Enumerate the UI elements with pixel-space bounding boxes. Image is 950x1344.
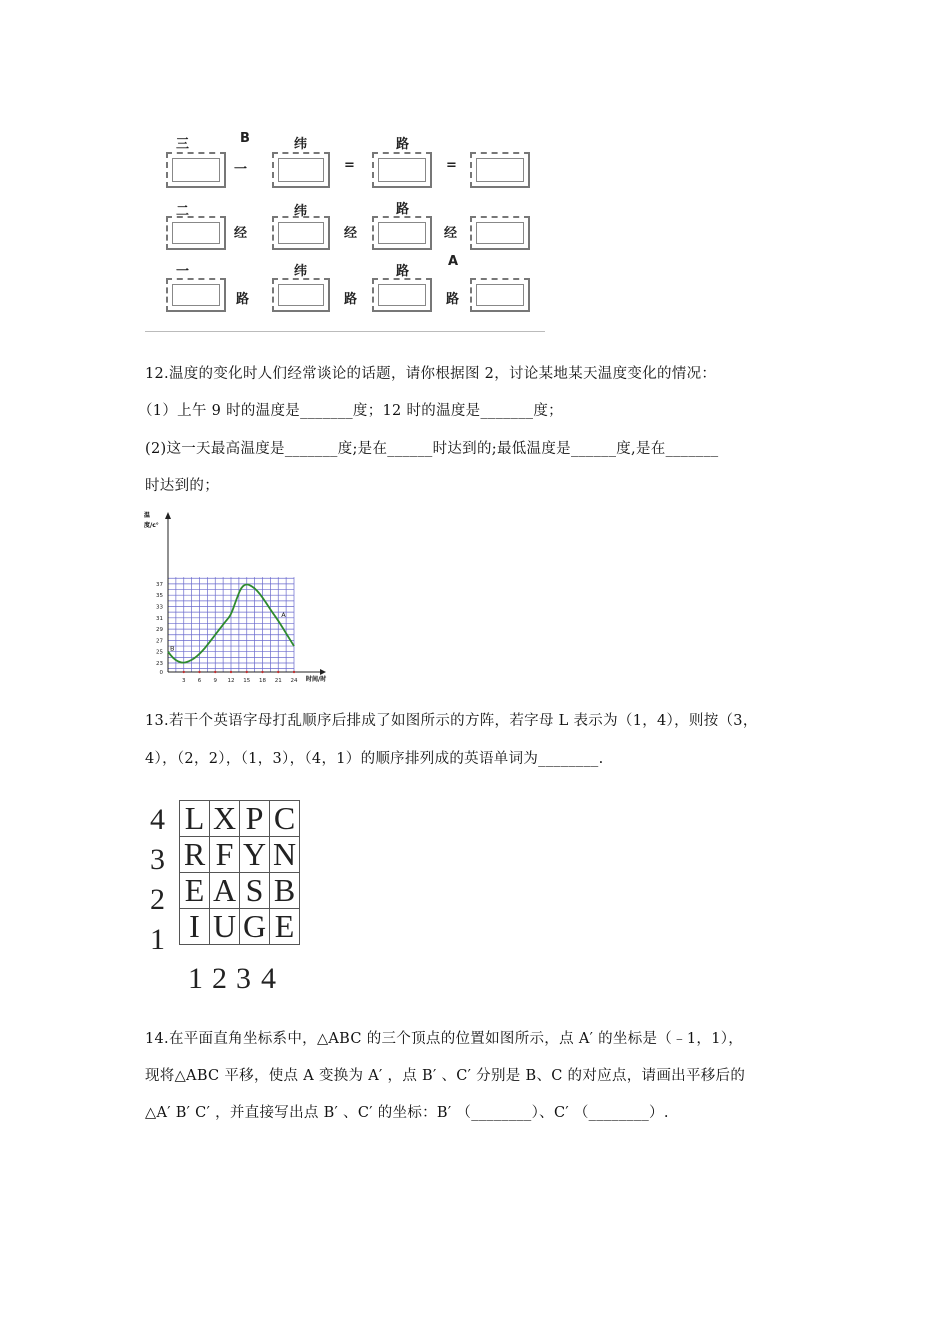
street-label: 纬 xyxy=(294,264,308,279)
street-label: 路 xyxy=(344,292,358,307)
street-label: 一 xyxy=(234,162,248,177)
grid-cell: G xyxy=(240,909,270,945)
x-axis-label: 时间/时 xyxy=(306,676,327,683)
y-tick-label: 33 xyxy=(156,604,163,611)
x-tick-label: 6 xyxy=(197,678,202,684)
q14-line1: 14.在平面直角坐标系中，△ABC 的三个顶点的位置如图所示，点 A′ 的坐标是（﹣1，1）， xyxy=(145,1031,744,1047)
q12-intro: 12.温度的变化时人们经常谈论的话题，请你根据图 2，讨论某地某天温度变化的情况： xyxy=(145,366,717,382)
street-block xyxy=(272,216,330,250)
grid-cell: R xyxy=(180,837,210,873)
street-label: 路 xyxy=(446,292,460,307)
x-tick-label: 3 xyxy=(182,678,186,684)
grid-row xyxy=(180,801,300,837)
y-axis-label-bottom: 度/c° xyxy=(144,522,159,529)
grid-row xyxy=(180,873,300,909)
x-tick-label: 18 xyxy=(259,678,266,684)
street-label: 纬 xyxy=(294,137,308,152)
row-label: 2 xyxy=(150,883,165,916)
street-label: 经 xyxy=(444,226,458,241)
y-tick-label: 37 xyxy=(156,581,163,588)
street-label: = xyxy=(344,158,355,173)
x-tick-mark xyxy=(246,671,248,673)
grid-cell: A xyxy=(210,873,240,909)
q12-line3: 时达到的； xyxy=(145,478,219,494)
grid-cell: Y xyxy=(240,837,270,873)
q12-line1: （1）上午 9 时的温度是_______度；12 时的温度是_______度； xyxy=(138,403,563,419)
x-tick-mark xyxy=(183,671,185,673)
y-tick-label: 0 xyxy=(159,670,163,676)
grid-cell: C xyxy=(270,801,300,837)
section-divider xyxy=(145,331,545,332)
y-axis-label-top: 温 xyxy=(144,512,151,519)
row-label: 3 xyxy=(150,843,165,876)
street-block xyxy=(372,216,432,250)
grid-cell: L xyxy=(180,801,210,837)
street-block xyxy=(470,152,530,188)
x-tick-mark xyxy=(293,671,295,673)
grid-cell: S xyxy=(240,873,270,909)
street-label: A xyxy=(448,254,459,269)
grid-cell: I xyxy=(180,909,210,945)
street-block xyxy=(166,152,226,188)
street-label: 纬 xyxy=(294,204,308,219)
grid-row xyxy=(180,837,300,873)
street-block xyxy=(470,278,530,312)
x-tick-mark xyxy=(214,671,216,673)
street-block xyxy=(272,278,330,312)
street-block xyxy=(470,216,530,250)
street-block xyxy=(272,152,330,188)
grid-cell: X xyxy=(210,801,240,837)
grid-cell: E xyxy=(270,909,300,945)
x-tick-label: 12 xyxy=(227,678,235,684)
x-tick-mark xyxy=(261,671,263,673)
x-tick-mark xyxy=(230,671,232,673)
row-label: 1 xyxy=(150,923,165,956)
x-tick-label: 9 xyxy=(213,678,217,684)
col-label: 4 xyxy=(261,962,276,995)
x-tick-mark xyxy=(277,671,279,673)
street-block xyxy=(166,278,226,312)
x-tick-label: 15 xyxy=(243,678,251,684)
chart-annotation: B xyxy=(170,644,175,653)
y-tick-label: 27 xyxy=(156,638,163,645)
y-tick-label: 35 xyxy=(156,593,163,600)
grid-cell: E xyxy=(180,873,210,909)
street-label: 路 xyxy=(236,292,250,307)
y-tick-label: 31 xyxy=(156,615,163,622)
chart-grid xyxy=(168,577,294,672)
street-label: 路 xyxy=(396,137,410,152)
chart-annotation: A xyxy=(281,610,286,619)
grid-cell: B xyxy=(270,873,300,909)
q13-line1: 13.若干个英语字母打乱顺序后排成了如图所示的方阵，若字母 L 表示为（1，4），则按（3， xyxy=(145,713,758,729)
street-label: 一 xyxy=(176,264,190,279)
col-label: 2 xyxy=(212,962,227,995)
x-tick-mark xyxy=(198,671,200,673)
grid-cell: U xyxy=(210,909,240,945)
street-label: 三 xyxy=(176,137,190,152)
grid-cell: P xyxy=(240,801,270,837)
q12-line2: (2)这一天最高温度是_______度;是在______时达到的;最低温度是______度,是在_______ xyxy=(145,441,719,457)
street-block xyxy=(166,216,226,250)
grid-row xyxy=(180,909,300,945)
grid-cell: N xyxy=(270,837,300,873)
chart-axes xyxy=(165,512,326,675)
col-label: 1 xyxy=(188,962,203,995)
street-block xyxy=(372,152,432,188)
grid-cell: F xyxy=(210,837,240,873)
x-axis-arrow xyxy=(320,669,326,675)
row-label: 4 xyxy=(150,803,165,836)
q14-line3: △A′ B′ C′ ，并直接写出点 B′ 、C′ 的坐标：B′ （________）、C′ （________）. xyxy=(145,1105,669,1121)
street-label: 二 xyxy=(176,204,190,219)
street-label: 经 xyxy=(344,226,358,241)
street-label: 路 xyxy=(396,264,410,279)
street-label: 经 xyxy=(234,226,248,241)
y-axis-arrow xyxy=(165,512,171,519)
y-tick-label: 25 xyxy=(156,649,163,656)
y-tick-label: 29 xyxy=(156,627,163,634)
temperature-chart xyxy=(140,505,340,690)
street-label: B xyxy=(240,131,250,146)
x-tick-label: 21 xyxy=(274,678,282,684)
street-label: 路 xyxy=(396,202,410,217)
col-label: 3 xyxy=(236,962,251,995)
q14-line2: 现将△ABC 平移，使点 A 变换为 A′ ，点 B′ 、C′ 分别是 B、C 的对应点，请画出平移后的 xyxy=(145,1068,746,1084)
y-tick-label: 23 xyxy=(156,661,163,667)
q13-line2: 4），（2，2），（1，3），（4，1）的顺序排列成的英语单词为________. xyxy=(145,751,604,767)
letter-grid xyxy=(179,800,300,945)
street-block xyxy=(372,278,432,312)
x-tick-label: 24 xyxy=(290,678,298,684)
street-label: = xyxy=(446,158,457,173)
